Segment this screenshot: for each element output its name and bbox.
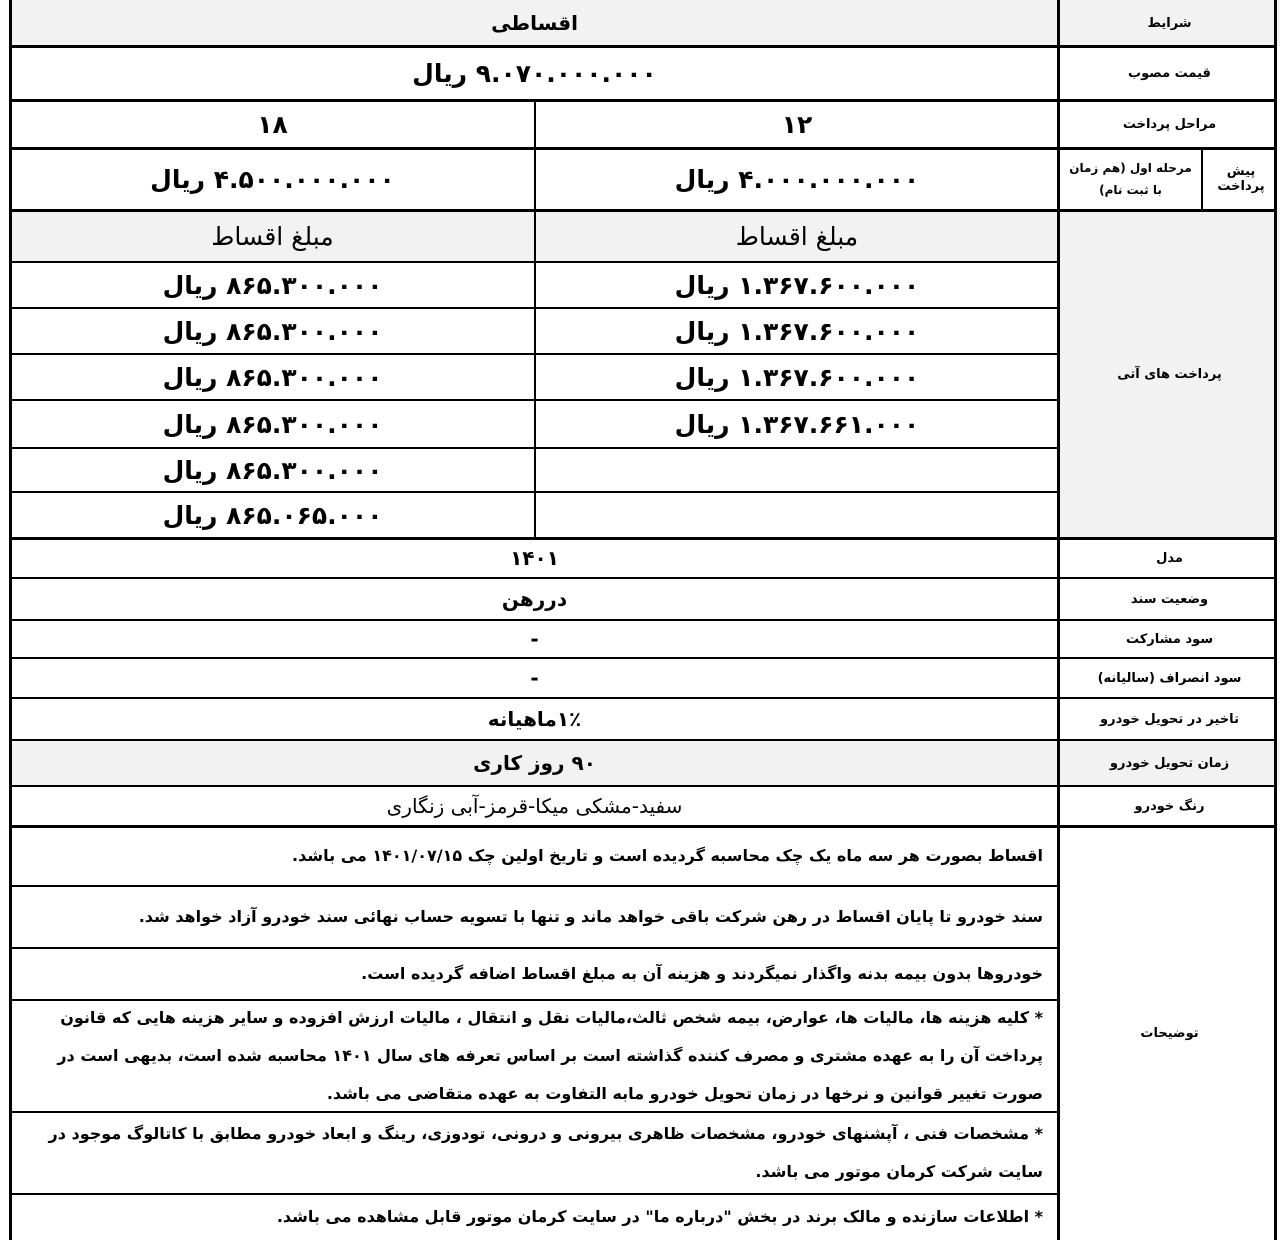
cancellation-profit-label: سود انصراف (سالیانه) [1097, 670, 1242, 686]
installment-header-plan-a: مبلغ اقساط [535, 210, 1059, 262]
payment-stages-plan-b: ۱۸ [257, 109, 288, 139]
payment-stages-label: مراحل پرداخت [1122, 116, 1217, 132]
installment-plan-b-row-2: ۸۶۵.۳۰۰.۰۰۰ ریال [162, 316, 383, 346]
divider-down-payment-label [1201, 148, 1203, 210]
hline-down-payment [9, 209, 1277, 212]
approved-price-value: ۹.۰۷۰.۰۰۰.۰۰۰ ریال [412, 58, 657, 88]
note-1: اقساط بصورت هر سه ماه یک چک محاسبه گردیده است و تاریخ اولین چک ۱۴۰۱/۰۷/۱۵ می باشد. [292, 846, 1043, 865]
document-status-label: وضعیت سند [1130, 591, 1209, 607]
car-color-value: سفید-مشکی میکا-قرمز-آبی زنگاری [386, 794, 683, 818]
hline-installment-header [9, 261, 1059, 263]
down-payment-plan-a: ۴.۰۰۰.۰۰۰.۰۰۰ ریال [674, 164, 920, 194]
down-payment-label: پیش پرداخت [1217, 164, 1265, 194]
hline-installment-3 [9, 399, 1059, 401]
note-5: * مشخصات فنی ، آپشنهای خودرو، مشخصات ظاهری بیرونی و درونی، تودوزی، رینگ و ابعاد خودرو مطابق با کاتالوگ موجود در سایت شرکت کرمان موتور می باشد. [48, 1124, 1043, 1181]
hline-note-2 [9, 947, 1059, 949]
note-3: خودروها بدون بیمه بدنه واگذار نمیگردند و هزینه آن به مبلغ اقساط اضافه گردیده است. [361, 964, 1043, 983]
payment-stages-plan-a: ۱۲ [781, 109, 813, 139]
approved-price-label: قیمت مصوب [1128, 65, 1211, 81]
delivery-time-label: زمان تحویل خودرو [1059, 740, 1280, 786]
hline-price [9, 99, 1277, 102]
installment-plan-a-row-3: ۱.۳۶۷.۶۰۰.۰۰۰ ریال [674, 362, 920, 392]
installment-plan-a-row-1: ۱.۳۶۷.۶۰۰.۰۰۰ ریال [674, 270, 920, 300]
installment-plan-b-row-5: ۸۶۵.۳۰۰.۰۰۰ ریال [162, 455, 383, 485]
installment-plan-b-row-3: ۸۶۵.۳۰۰.۰۰۰ ریال [162, 362, 383, 392]
cancellation-profit-value: - [530, 666, 539, 690]
delivery-time-value: ۹۰ روز کاری [10, 740, 1059, 786]
hline-stages [9, 147, 1277, 150]
hline-document-status [9, 619, 1277, 621]
future-payments-label: پرداخت های آتی [1117, 366, 1222, 382]
installment-plan-a-row-6 [535, 492, 1059, 538]
installment-plan-b-row-6: ۸۶۵.۰۶۵.۰۰۰ ریال [162, 500, 383, 530]
installment-plan-a-row-2: ۱.۳۶۷.۶۰۰.۰۰۰ ریال [674, 316, 920, 346]
future-payments-label-cell [1059, 210, 1280, 538]
hline-future-payments [9, 537, 1277, 540]
participation-profit-value: - [530, 627, 539, 651]
delivery-delay-value: ۱٪ماهیانه [487, 707, 582, 731]
hline-delay [9, 739, 1277, 741]
hline-note-1 [9, 885, 1059, 887]
note-4: * کلیه هزینه ها، مالیات ها، عوارض، بیمه شخص ثالث،مالیات نقل و انتقال ، مالیات ارزش افزوده و سایر هزینه هایی که قانون پرداخت آن را به عهده مشتری و مصرف کننده گذاشته است بر اساس تعرفه های سال ۱۴۰۱ محاسبه شده است، بدیهی است در صورت تغییر قوانین و نرخها در زمان تحویل خودرو مابه التفاوت به عهده متقاضی می باشد. [57, 1008, 1043, 1103]
hline-cancellation [9, 697, 1277, 699]
installment-plan-a-row-4: ۱.۳۶۷.۶۶۱.۰۰۰ ریال [674, 409, 920, 439]
hline-installment-2 [9, 353, 1059, 355]
hline-delivery-time [9, 785, 1277, 787]
installment-plan-b-row-4: ۸۶۵.۳۰۰.۰۰۰ ریال [162, 409, 383, 439]
installment-header-plan-b: مبلغ اقساط [10, 210, 535, 262]
car-color-label: رنگ خودرو [1134, 798, 1205, 814]
hline-note-4 [9, 1111, 1059, 1113]
note-6: * اطلاعات سازنده و مالک برند در بخش "درباره ما" در سایت کرمان موتور قابل مشاهده می باشد. [276, 1207, 1043, 1226]
document-status-value: دررهن [501, 587, 568, 611]
hline-participation [9, 657, 1277, 659]
conditions-label: شرایط [1059, 0, 1280, 46]
installment-plan-a-row-5 [535, 448, 1059, 492]
hline-installment-4 [9, 447, 1059, 449]
hline-header [9, 45, 1277, 48]
down-payment-plan-b: ۴.۵۰۰.۰۰۰.۰۰۰ ریال [150, 164, 395, 194]
notes-label: توضیحات [1140, 1025, 1199, 1041]
model-label: مدل [1156, 550, 1183, 566]
hline-installment-1 [9, 307, 1059, 309]
note-2: سند خودرو تا پایان اقساط در رهن شرکت باقی خواهد ماند و تنها با تسویه حساب نهائی سند خودرو آزاد خواهد شد. [138, 907, 1043, 926]
delivery-delay-label: تاخیر در تحویل خودرو [1100, 711, 1239, 727]
installment-plan-b-row-1: ۸۶۵.۳۰۰.۰۰۰ ریال [162, 270, 383, 300]
hline-installment-5 [9, 491, 1059, 493]
down-payment-sub-label: مرحله اول (هم زمان با ثبت نام) [1069, 161, 1192, 197]
hline-note-5 [9, 1193, 1059, 1195]
hline-model [9, 577, 1277, 579]
model-value: ۱۴۰۱ [510, 546, 559, 570]
hline-note-3 [9, 999, 1059, 1001]
hline-color [9, 825, 1277, 828]
divider-plan-columns [534, 100, 536, 538]
sale-type-title: اقساطی [10, 0, 1059, 46]
participation-profit-label: سود مشارکت [1125, 631, 1214, 647]
